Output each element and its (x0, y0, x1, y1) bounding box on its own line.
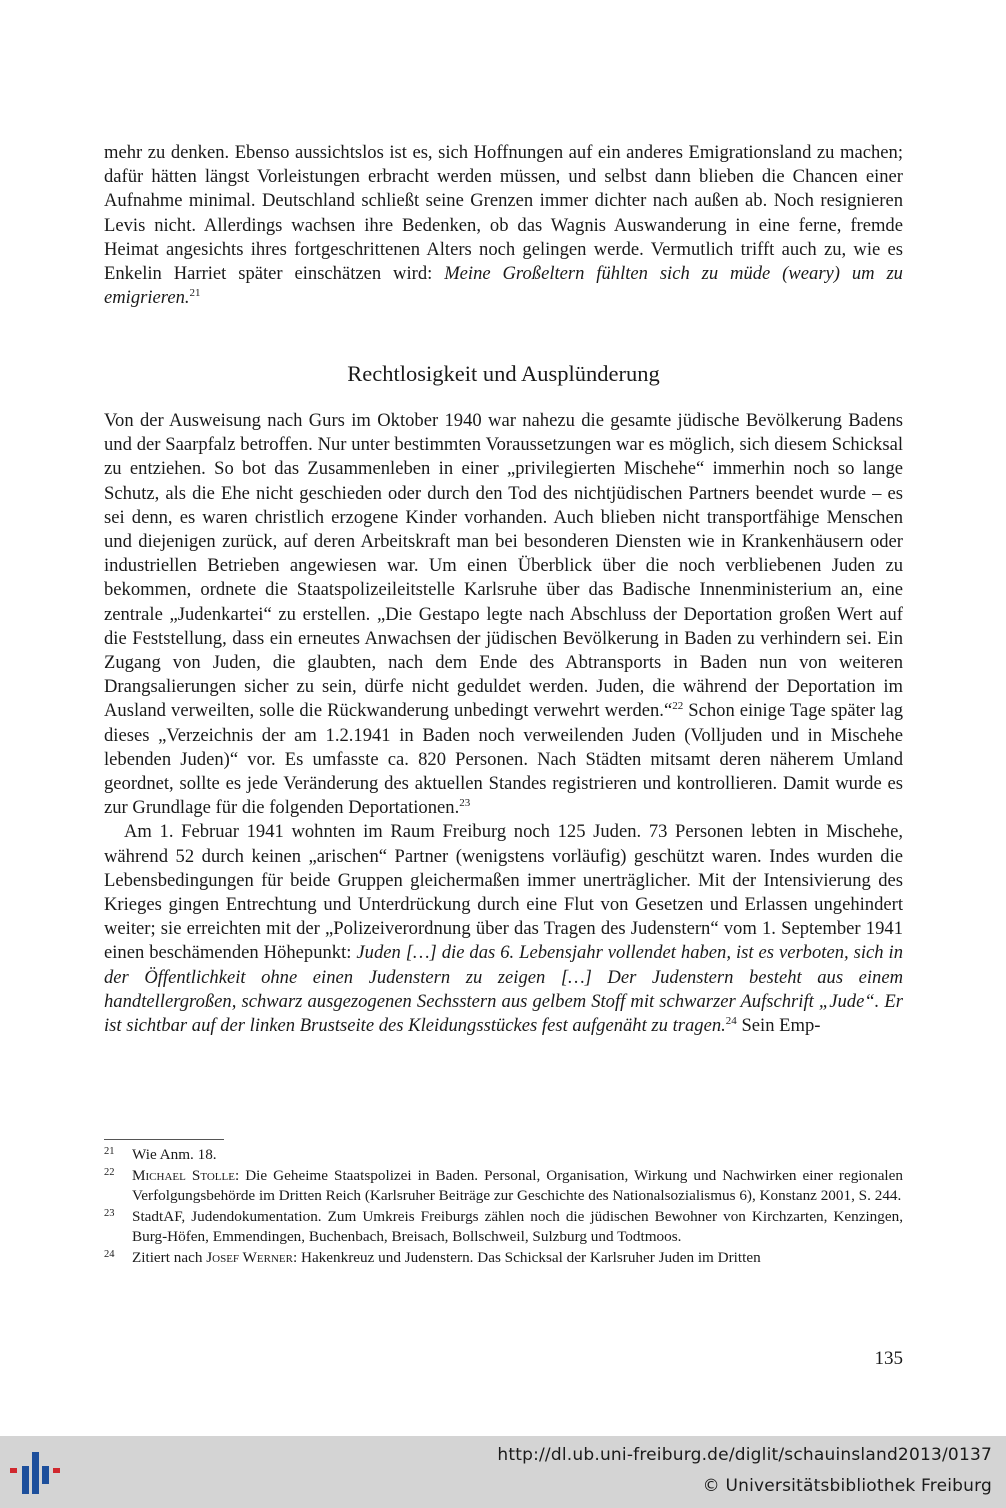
footnote (104, 1166, 903, 1207)
paragraph-text: Sein Emp- (736, 1015, 821, 1037)
footnote-number: 21 (104, 1146, 115, 1157)
footnote-author: Josef Werner (206, 1248, 293, 1266)
paragraph-text: mehr zu denken. Ebenso aussichtslos ist es, sich Hoffnungen auf ein anderes Emigrationsland zu machen; dafür hätten längst Vorleistungen erbracht werden müssen, und selbst dann blieben die Chancen einer Aufnahme minimal. Deutschland schließt seine Grenzen immer dichter nach außen ab. Noch resignieren Levis nicht. Allerdings wachsen ihre Bedenken, ob das Wagnis Auswanderung in eine ferne, fremde Heimat angesichts ihres fortgeschrittenen Alters noch gelingen werde. Vermutlich trifft auch zu, wie es Enkelin Harriet später einschätzen wird: (104, 142, 903, 285)
paragraph (104, 820, 903, 1038)
footnote-ref[interactable]: 23 (459, 797, 471, 810)
paragraph (104, 409, 903, 820)
library-footer (0, 1436, 1006, 1508)
footnote-author: Michael Stolle (132, 1166, 235, 1184)
paragraph-text: Am 1. Februar 1941 wohnten im Raum Freiburg noch 125 Juden. 73 Personen lebten in Mischehe, während 52 durch keinen „arischen“ Partner (wenigstens vorläufig) geschützt waren. Indes wurden die Lebensbedingungen für beide Gruppen gleichermaßen immer unerträglicher. Mit der Intensivierung des Krieges gingen Entrechtung und Unterdrückung durch eine Flut von Gesetzen und Erlassen ungehindert weiter; sie erreichten mit der „Polizeiverordnung über das Tragen des Judenstern“ vom 1. September 1941 einen beschämenden Höhepunkt: (104, 821, 903, 964)
footnote-prefix: Zitiert nach (132, 1248, 207, 1266)
footnote (104, 1207, 903, 1248)
section-heading: Rechtlosigkeit und Ausplünderung (347, 361, 660, 386)
continued-paragraph (104, 141, 903, 310)
footnote-number: 22 (104, 1166, 115, 1178)
paragraph-text: Schon einige Tage später lag dieses „Verzeichnis der am 1.2.1941 in Baden noch verweilenden Juden (Volljuden und in Mischehe lebenden Juden)“ vor. Es umfasste ca. 820 Personen. Nach Städten mitsamt deren näherem Umland geordnet, sollte es jede Veränderung des aktuellen Standes registrieren und kontrollieren. Damit wurde es zur Grundlage für die folgenden Deportationen. (104, 700, 904, 819)
copyright-notice: © Universitätsbibliothek Freiburg (702, 1476, 992, 1496)
footnote-ref[interactable]: 22 (672, 700, 684, 713)
footnote-number: 23 (104, 1207, 115, 1219)
footnote-text: StadtAF, Judendokumentation. Zum Umkreis Freiburgs zählen noch die jüdischen Bewohner von Kirchzarten, Kenzingen, Burg-Höfen, Emmendingen, Buchenbach, Breisach, Bollschweil, Sulzburg und Todtmoos. (132, 1207, 903, 1246)
footnote-ref[interactable]: 24 (725, 1014, 737, 1027)
footnotes (104, 1145, 903, 1269)
footnote-ref[interactable]: 21 (189, 287, 201, 300)
quote-text: Juden […] die das 6. Lebensjahr vollendet haben, ist es verboten, sich in der Öffentlichkeit ohne einen Judenstern zu zeigen […] Der Judenstern besteht aus einem handtellergroßen, schwarz ausgezogenen Sechsstern aus gelbem Stoff mit schwarzer Aufschrift „Jude“. Er ist sichtbar auf der linken Brustseite des Kleidungsstückes fest aufgenäht zu tragen. (104, 942, 903, 1037)
paragraph-text: Von der Ausweisung nach Gurs im Oktober 1940 war nahezu die gesamte jüdische Bevölkerung Badens und der Saarpfalz betroffen. Nur unter bestimmten Voraussetzungen war es möglich, sich diesem Schicksal zu entziehen. So bot das Zusammenleben in einer „privilegierten Mischehe“ immerhin noch so lange Schutz, als die Ehe nicht geschieden oder durch den Tod des nichtjüdischen Partners beendet wurde – es sei denn, es waren christlich erzogene Kinder vorhanden. Auch blieben nicht transportfähige Menschen und diejenigen zurück, auf deren Arbeitskraft man bei besonderen Diensten wie in Krankenhäusern oder industriellen Betrieben angewiesen war. Um einen Überblick über die noch verbliebenen Juden zu bekommen, ordnete die Staatspolizeileitstelle Karlsruhe über das Badische Innenministerium an, eine zentrale „Judenkartei“ zu erstellen. „Die Gestapo legte nach Abschluss der Deportation großen Wert auf die Feststellung, dass ein erneutes Anwachsen der jüdischen Bevölkerung in Baden zu verhindern sei. Ein Zugang von Juden, die glaubten, nach dem Ende des Abtransports in Baden nun von weiteren Drangsalierungen sicher zu sein, dürfe nicht geduldet werden. Juden, die während der Deportation im Ausland verweilten, solle die Rückwanderung unbedingt verwehrt werden.“ (104, 410, 903, 722)
quote-text: Meine Großeltern fühlten sich zu müde (weary) um zu emigrieren. (104, 263, 903, 309)
footnote-number: 24 (104, 1248, 115, 1260)
permalink-url[interactable]: http://dl.ub.uni-freiburg.de/diglit/schauinsland2013/0137 (497, 1445, 992, 1465)
footnote-text: Wie Anm. 18. (132, 1146, 217, 1163)
ub-freiburg-logo-icon[interactable] (8, 1446, 68, 1498)
footnote-divider (104, 1139, 224, 1140)
footnote-text: : Die Geheime Staatspolizei in Baden. Personal, Organisation, Wirkung und Nachwirken einer regionalen Verfolgungsbehörde im Dritten Reich (Karlsruher Beiträge zur Geschichte des Nationalsozialismus 6), Konstanz 2001, S. 244. (132, 1166, 903, 1205)
section-body (104, 409, 903, 1038)
page-number: 135 (874, 1348, 903, 1369)
footnote-text: : Hakenkreuz und Judenstern. Das Schicksal der Karlsruher Juden im Dritten (292, 1248, 761, 1266)
footnote (104, 1145, 903, 1166)
footnote (104, 1248, 903, 1269)
